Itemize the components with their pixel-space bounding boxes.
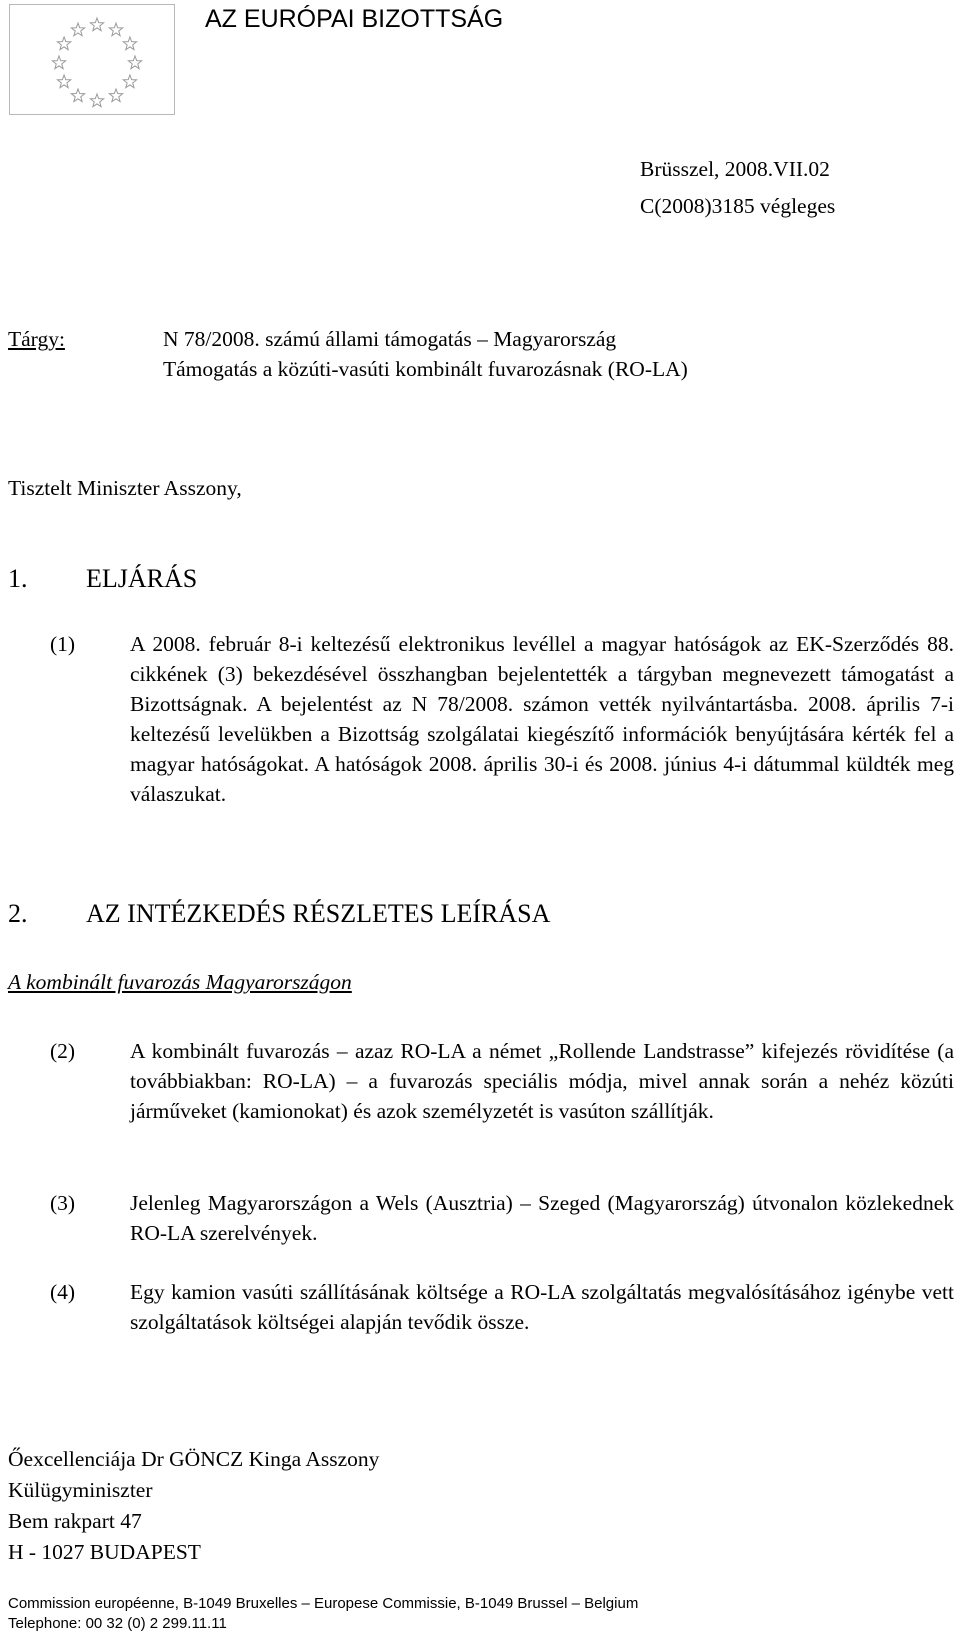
- star-icon: [109, 89, 122, 102]
- subheading: A kombinált fuvarozás Magyarországon: [8, 970, 352, 994]
- star-icon: [57, 75, 70, 88]
- place-date: Brüsszel, 2008.VII.02: [640, 157, 830, 181]
- subject-line-1: N 78/2008. számú állami támogatás – Magyarország: [163, 327, 617, 351]
- star-icon: [71, 89, 84, 102]
- star-icon: [57, 37, 70, 50]
- section-1-title: ELJÁRÁS: [86, 564, 198, 593]
- subject-label: Tárgy:: [8, 327, 65, 351]
- paragraph-number: (2): [50, 1039, 76, 1063]
- addressee-street: Bem rakpart 47: [8, 1509, 142, 1533]
- addressee-name: Őexcellenciája Dr GÖNCZ Kinga Asszony: [8, 1447, 380, 1471]
- document-reference: C(2008)3185 végleges: [640, 194, 836, 218]
- star-icon: [90, 18, 103, 31]
- star-icon: [123, 37, 136, 50]
- eu-stars-icon: [10, 5, 176, 116]
- salutation: Tisztelt Miniszter Asszony,: [8, 476, 242, 500]
- star-icon: [123, 75, 136, 88]
- footer-address: Commission européenne, B-1049 Bruxelles – Europese Commissie, B-1049 Brussel – Belgium: [8, 1595, 639, 1612]
- section-2-title: AZ INTÉZKEDÉS RÉSZLETES LEÍRÁSA: [86, 899, 551, 928]
- paragraph-2-text: A kombinált fuvarozás – azaz RO-LA a német „Rollende Landstrasse” kifejezés rövidítése (a továbbiakban: RO-LA) – a fuvarozás speciális módja, mivel annak során a nehéz közúti járműveket (kamionokat) és azok személyzetét is vasúton szállítják.: [130, 1039, 954, 1123]
- star-icon: [128, 56, 141, 69]
- star-icon: [71, 23, 84, 36]
- subject-line-2: Támogatás a közúti-vasúti kombinált fuvarozásnak (RO-LA): [163, 357, 688, 381]
- star-icon: [109, 23, 122, 36]
- star-icon: [90, 94, 103, 107]
- paragraph-4-text: Egy kamion vasúti szállításának költsége a RO-LA szolgáltatás megvalósításához igénybe vett szolgáltatások költségei alapján tevődik össze.: [130, 1280, 954, 1334]
- paragraph-number: (4): [50, 1280, 76, 1304]
- paragraph-number: (1): [50, 632, 76, 656]
- section-1-number: 1.: [8, 564, 28, 593]
- footer-telephone: Telephone: 00 32 (0) 2 299.11.11: [8, 1615, 227, 1632]
- star-icon: [52, 56, 65, 69]
- section-2-number: 2.: [8, 899, 28, 928]
- paragraph-number: (3): [50, 1191, 76, 1215]
- paragraph-1-text: A 2008. február 8-i keltezésű elektronikus levéllel a magyar hatóságok az EK-Szerződés 88. cikkének (3) bekezdésével összhangban bejelentették a tárgyban megnevezett támogatást a Bizottságnak. A bejelentést az N 78/2008. számon vették nyilvántartásba. 2008. április 7-i keltezésű levelükben a Bizottság szolgálatai kiegészítő információk benyújtására kérték fel a magyar hatóságokat. A hatóságok 2008. április 30-i és 2008. június 4-i dátummal küldték meg válaszukat.: [130, 632, 954, 806]
- eu-logo: [9, 4, 175, 115]
- addressee-title: Külügyminiszter: [8, 1478, 153, 1502]
- addressee-city: H - 1027 BUDAPEST: [8, 1540, 201, 1564]
- organization-name: AZ EURÓPAI BIZOTTSÁG: [205, 5, 504, 33]
- paragraph-3-text: Jelenleg Magyarországon a Wels (Ausztria) – Szeged (Magyarország) útvonalon közlekednek RO-LA szerelvények.: [130, 1191, 954, 1245]
